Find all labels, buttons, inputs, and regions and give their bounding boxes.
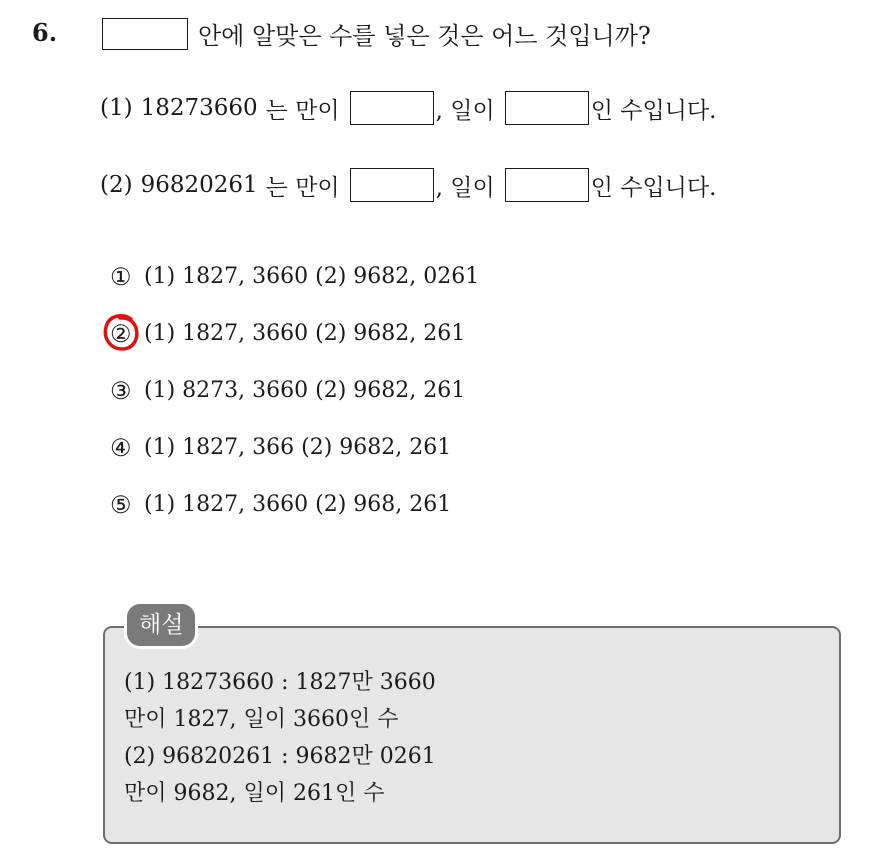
subquestion-2 [100,168,716,202]
subquestion-label: (1) [100,95,133,121]
subquestion-text: , 일이 [435,174,495,201]
explanation-line: (1) 18273660 : 1827만 3660 [124,670,436,695]
choice-marker: ④ [110,434,132,462]
choice-text: (1) 1827, 3660 (2) 9682, 0261 [144,264,480,289]
answer-choices [110,262,479,547]
question-stem [102,16,651,51]
choice-text: (1) 1827, 366 (2) 9682, 261 [144,435,452,460]
choice-marker: ⑤ [110,491,132,519]
choice-marker: ② [110,320,132,348]
explanation-title: 해설 [127,604,195,646]
choice-5[interactable] [110,490,479,547]
choice-marker: ① [110,263,132,291]
question-text: 안에 알맞은 수를 넣은 것은 어느 것입니까? [198,22,651,50]
subquestion-label: (2) [100,172,133,198]
subquestion-text: 인 수입니다. [590,174,717,201]
answer-blank-box [102,18,188,50]
choice-marker: ③ [110,377,132,405]
subquestion-text: 인 수입니다. [590,97,717,124]
subquestion-1 [100,91,716,125]
answer-blank-ten-thousands[interactable] [350,168,434,202]
choice-text: (1) 8273, 3660 (2) 9682, 261 [144,378,466,403]
subquestion-number: 96820261 [140,172,258,198]
explanation-body [124,664,436,812]
explanation-line: 만이 9682, 일이 261인 수 [124,781,385,806]
subquestion-text: , 일이 [435,97,495,124]
explanation-line: 만이 1827, 일이 3660인 수 [124,707,399,732]
subquestion-text: 는 만이 [265,97,340,124]
choice-1[interactable] [110,262,479,319]
answer-blank-ones[interactable] [505,91,589,125]
subquestion-text: 는 만이 [265,174,340,201]
choice-2[interactable] [110,319,479,376]
choice-text: (1) 1827, 3660 (2) 968, 261 [144,492,452,517]
answer-blank-ones[interactable] [505,168,589,202]
choice-text: (1) 1827, 3660 (2) 9682, 261 [144,321,466,346]
question-number: 6. [32,18,58,47]
explanation-line: (2) 96820261 : 9682만 0261 [124,744,436,769]
subquestion-number: 18273660 [140,95,258,121]
choice-4[interactable] [110,433,479,490]
answer-blank-ten-thousands[interactable] [350,91,434,125]
choice-3[interactable] [110,376,479,433]
